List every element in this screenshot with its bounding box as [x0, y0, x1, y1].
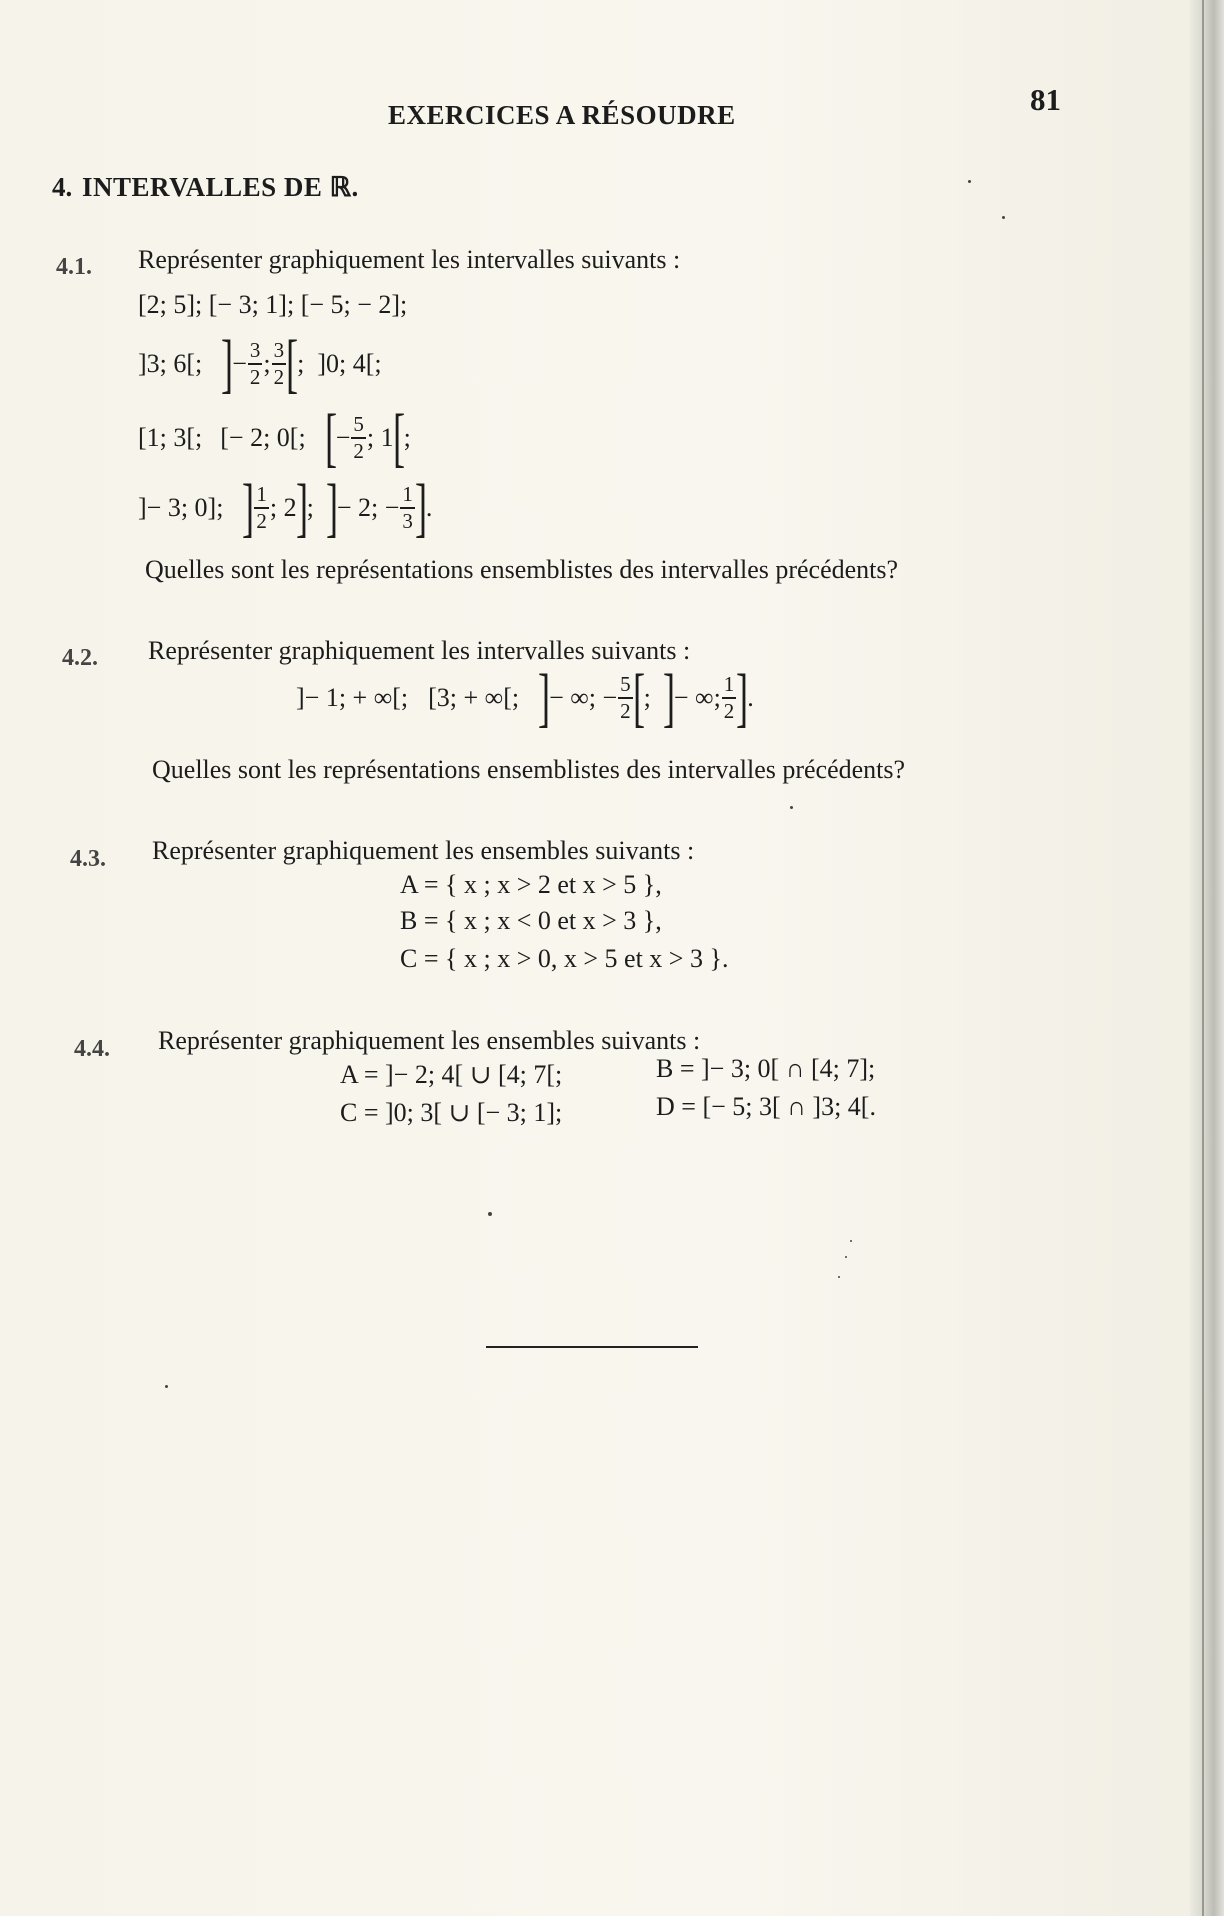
bracket-glyph: [ — [392, 401, 405, 474]
interval-text: ]− 1; + ∞[; — [296, 683, 409, 712]
interval-text: ]3; 6[; — [138, 349, 203, 378]
set-definition-b: B = { x ; x < 0 et x > 3 }, — [400, 906, 662, 935]
fraction: $\frac{1}{2}$ — [723, 672, 735, 723]
exercise-4-4-instruction: Représenter graphiquement les ensembles suivants : — [158, 1026, 701, 1055]
exercise-4-2-intervals: ]− 1; + ∞[; [3; + ∞[; ] − ∞; − $\frac{5}{2}$ [ ; ] − ∞; $\frac{1}{2}$ ] . — [296, 661, 754, 734]
section-title: INTERVALLES DE ℝ. — [82, 172, 359, 202]
bracket-glyph: ] — [538, 661, 551, 734]
exercise-4-1-line-2: ]3; 6[; ] − $\frac{3}{2}$ ; $\frac{3}{2}$ [ ; ]0; 4[; — [138, 327, 382, 400]
interval-text: ]− 3; 0]; — [138, 493, 224, 522]
print-speck — [838, 1276, 840, 1278]
exercise-number-4-4: 4.4. — [74, 1036, 110, 1062]
fraction: $\frac{1}{2}$ — [256, 482, 267, 533]
bracket-glyph: [ — [286, 327, 299, 400]
exercise-number-4-2: 4.2. — [62, 645, 98, 671]
exercise-4-2-question: Quelles sont les représentations ensemblistes des intervalles précédents? — [152, 755, 906, 784]
bracket-glyph: ] — [221, 327, 234, 400]
minus-sign: − — [232, 349, 247, 378]
print-speck — [1002, 216, 1005, 219]
fraction: $\frac{5}{2}$ — [353, 412, 364, 463]
fraction: $\frac{3}{2}$ — [273, 338, 285, 389]
set-expression-d: D = [− 5; 3[ ∩ ]3; 4[. — [656, 1092, 876, 1121]
exercise-number-4-1: 4.1. — [56, 254, 92, 280]
bracket-glyph: [ — [632, 661, 645, 734]
bracket-glyph: ] — [295, 471, 308, 544]
bracket-glyph: ] — [736, 661, 749, 734]
exercise-4-1-line-4: ]− 3; 0]; ] $\frac{1}{2}$ ; 2 ] ; ] − 2; − $\frac{1}{3}$ ] . — [138, 471, 433, 544]
interval-text: [1; 3[; — [138, 423, 203, 452]
section-number: 4. — [52, 172, 73, 202]
set-definition-a: A = { x ; x > 2 et x > 5 }, — [400, 870, 662, 899]
set-expression-b: B = ]− 3; 0[ ∩ [4; 7]; — [656, 1054, 876, 1083]
exercise-4-1-line-1: [2; 5]; [− 3; 1]; [− 5; − 2]; — [138, 290, 408, 319]
interval-text: [− 2; 0[; — [220, 423, 306, 452]
bracket-glyph: ] — [414, 471, 427, 544]
fraction: $\frac{3}{2}$ — [249, 338, 261, 389]
bracket-glyph: ] — [662, 661, 675, 734]
exercise-4-3-instruction: Représenter graphiquement les ensembles suivants : — [152, 836, 695, 865]
interval-text: ]0; 4[; — [317, 349, 382, 378]
print-speck — [850, 1240, 852, 1242]
set-expression-a: A = ]− 2; 4[ ∪ [4; 7[; — [340, 1060, 563, 1089]
page-number: 81 — [1030, 82, 1061, 117]
set-expression-c: C = ]0; 3[ ∪ [− 3; 1]; — [340, 1098, 563, 1127]
print-speck — [790, 806, 793, 809]
print-speck — [488, 1212, 492, 1216]
end-rule — [486, 1346, 698, 1348]
exercise-4-2-instruction: Représenter graphiquement les intervalles suivants : — [148, 636, 691, 665]
set-definition-c: C = { x ; x > 0, x > 5 et x > 3 }. — [400, 944, 729, 973]
print-speck — [845, 1256, 847, 1258]
interval-text: [3; + ∞[; — [428, 683, 520, 712]
running-header: EXERCICES A RÉSOUDRE — [388, 100, 736, 130]
bracket-glyph: [ — [324, 401, 337, 474]
exercise-4-1-instruction: Représenter graphiquement les intervalles suivants : — [138, 245, 681, 274]
print-speck — [968, 180, 971, 183]
exercise-4-1-question: Quelles sont les représentations ensemblistes des intervalles précédents? — [145, 555, 899, 584]
book-spine — [1190, 0, 1224, 1916]
print-speck — [165, 1385, 168, 1388]
bracket-glyph: ] — [325, 471, 338, 544]
exercise-number-4-3: 4.3. — [70, 846, 106, 872]
fraction: $\frac{1}{3}$ — [402, 482, 413, 533]
exercise-4-1-line-3: [1; 3[; [− 2; 0[; [ − $\frac{5}{2}$ ; 1 [ ; — [138, 401, 411, 474]
bracket-glyph: ] — [242, 471, 255, 544]
fraction: $\frac{5}{2}$ — [620, 672, 631, 723]
